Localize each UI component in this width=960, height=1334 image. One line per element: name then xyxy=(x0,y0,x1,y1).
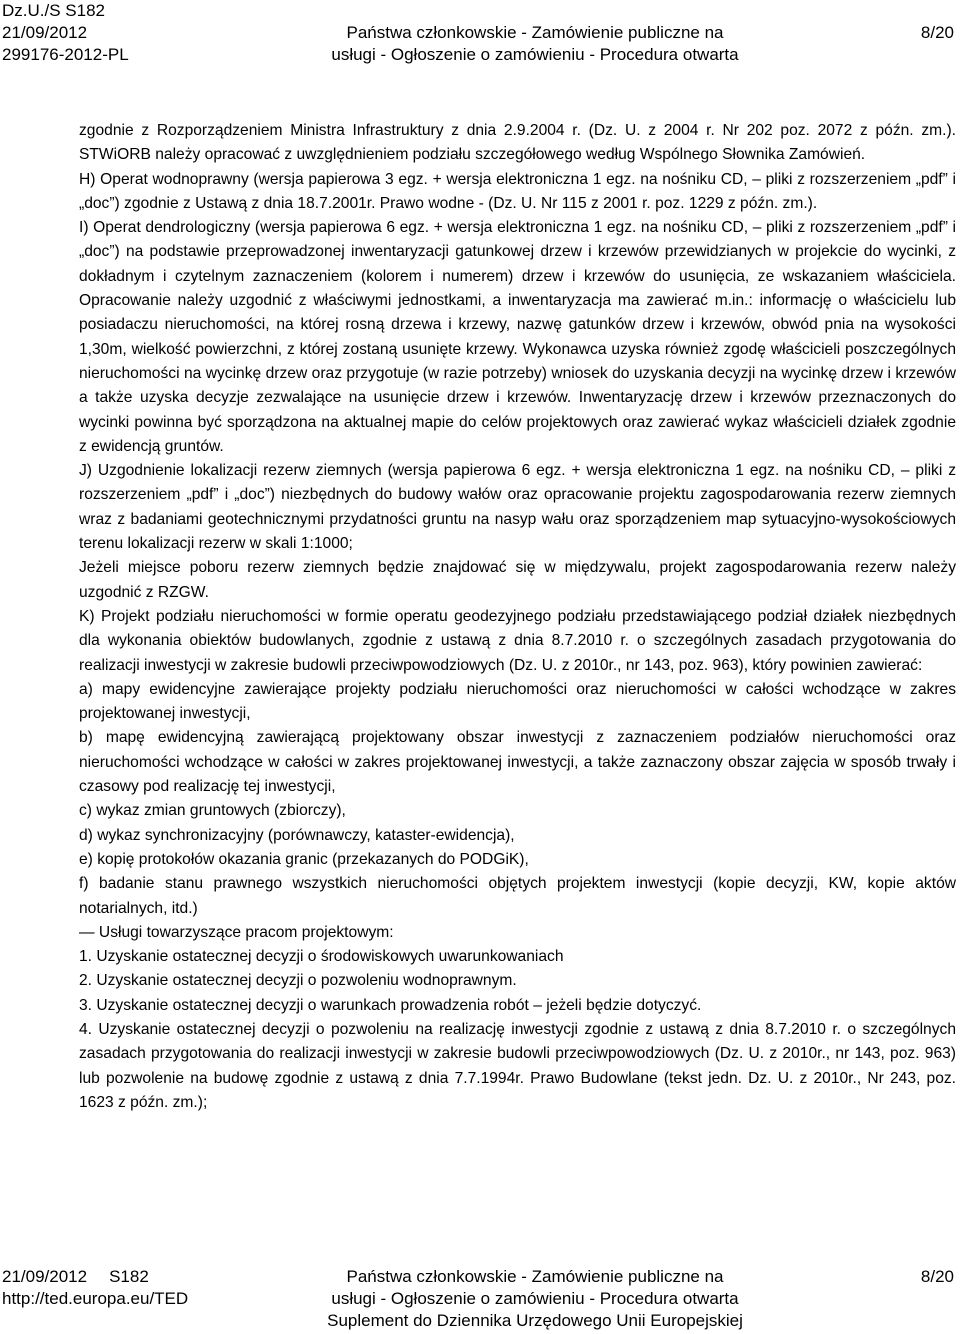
header-page-number: 8/20 xyxy=(920,23,954,42)
footer-series: S182 xyxy=(109,1267,149,1286)
header-title-line-2: usługi - Ogłoszenie o zamówieniu - Procedura otwarta xyxy=(331,45,739,64)
paragraph: a) mapy ewidencyjne zawierające projekty podziału nieruchomości oraz nieruchomości w całości wchodzące w zakres projektowanej inwestycji, xyxy=(79,680,956,723)
paragraph: b) mapę ewidencyjną zawierającą projektowany obszar inwestycji z zaznaczeniem podziałów nieruchomości oraz nieruchomości wchodzące w całości w zakres projektowanej inwestycji, a także zaznaczony obszar zajęcia w sposób trwały i czasowy pod realizację tej inwestycji, xyxy=(79,729,956,796)
footer-title-line-2: usługi - Ogłoszenie o zamówieniu - Procedura otwarta xyxy=(331,1289,739,1308)
footer-title-line-1: Państwa członkowskie - Zamówienie publiczne na xyxy=(346,1267,724,1286)
header-left xyxy=(2,0,129,66)
paragraph: I) Operat dendrologiczny (wersja papierowa 6 egz. + wersja elektroniczna 1 egz. na nośniku CD, – pliki z rozszerzeniem „pdf” i „doc”) na podstawie przeprowadzonej inwentaryzacji gatunkowej drzew i krzewów przewidzianych w projekcie do wycinki, z dokładnym i czytelnym zaznaczeniem (kolorem i numerem) drzew i krzewów do usunięcia, ze wskazaniem właściciela. Opracowanie należy uzgodnić z właściwymi jednostkami, a inwentaryzacja ma zawierać m.in.: informację o właścicielu lub posiadaczu nieruchomości, na której rosną drzewa i krzewy, nazwę gatunków drzew i krzewów, obwód pnia na wysokości 1,30m, wielkość powierzchni, z której zostaną usunięte krzewy. Wykonawca uzyska również zgodę właścicieli poszczególnych nieruchomości na wycinkę drzew oraz przygotuje (w razie potrzeby) wniosek do uzyskania decyzji na wycinkę drzew i krzewów a także uzyska decyzje zezwalające na usunięcie drzew i krzewów. Inwentaryzację drzew i krzewów przeznaczonych do wycinki powinna być sporządzona na aktualnej mapie do celów projektowych oraz zawierać wykaz właścicieli działek zgodnie z ewidencją gruntów. xyxy=(79,219,956,455)
journal-ref: Dz.U./S S182 xyxy=(2,1,105,20)
footer-date-row xyxy=(2,1266,188,1288)
paragraph: J) Uzgodnienie lokalizacji rezerw ziemnych (wersja papierowa 6 egz. + wersja elektroniczna 1 egz. na nośniku CD, – pliki z rozszerzeniem „pdf” i „doc”) niezbędnych do budowy wałów oraz opracowanie projektu zagospodarowania rezerw ziemnych wraz z badaniami geotechnicznymi przydatności gruntu na nasyp wału oraz sporządzeniem map sytuacyjno-wysokościowych terenu lokalizacji rezerw w skali 1:1000; xyxy=(79,462,956,553)
footer-page-number: 8/20 xyxy=(920,1267,954,1286)
paragraph: — Usługi towarzyszące pracom projektowym: xyxy=(79,923,394,941)
header-title-line-1: Państwa członkowskie - Zamówienie publiczne na xyxy=(346,23,724,42)
paragraph: H) Operat wodnoprawny (wersja papierowa 3 egz. + wersja elektroniczna 1 egz. na nośniku CD, – pliki z rozszerzeniem „pdf” i „doc”) zgodnie z Ustawą z dnia 18.7.2001r. Prawo wodne - (Dz. U. Nr 115 z 2001 r. poz. 1229 z późn. zm.). xyxy=(79,170,956,212)
paragraph: zgodnie z Rozporządzeniem Ministra Infrastruktury z dnia 2.9.2004 r. (Dz. U. z 2004 r. Nr 202 poz. 2072 z późn. zm.). STWiORB należy opracować z uwzględnieniem podziału szczegółowego według Wspólnego Słownika Zamówień. xyxy=(79,122,956,164)
paragraph: 3. Uzyskanie ostatecznej decyzji o warunkach prowadzenia robót – jeżeli będzie dotyczyć. xyxy=(79,996,702,1014)
paragraph: 4. Uzyskanie ostatecznej decyzji o pozwoleniu na realizację inwestycji zgodnie z ustawą z dnia 8.7.2010 r. o szczególnych zasadach przygotowania do realizacji inwestycji w zakresie budowli przeciwpowodziowych (Dz. U. z 2010r., nr 143, poz. 963) lub pozwolenie na budowę zgodnie z ustawą z dnia 7.7.1994r. Prawo Budowlane (tekst jedn. Dz. U. z 2010r., Nr 243, poz. 1623 z późn. zm.); xyxy=(79,1020,956,1111)
footer-center xyxy=(300,1266,770,1332)
paragraph: d) wykaz synchronizacyjny (porównawczy, kataster-ewidencja), xyxy=(79,826,515,844)
paragraph: 2. Uzyskanie ostatecznej decyzji o pozwoleniu wodnoprawnym. xyxy=(79,972,517,990)
paragraph: c) wykaz zmian gruntowych (zbiorczy), xyxy=(79,802,346,820)
header-date: 21/09/2012 xyxy=(2,23,88,42)
footer-supplement: Suplement do Dziennika Urzędowego Unii Europejskiej xyxy=(327,1311,743,1330)
notice-number: 299176-2012-PL xyxy=(2,45,129,64)
footer-date: 21/09/2012 xyxy=(2,1267,88,1286)
paragraph: e) kopię protokołów okazania granic (przekazanych do PODGiK), xyxy=(79,850,529,868)
paragraph: K) Projekt podziału nieruchomości w formie operatu geodezyjnego podziału przedstawiającego podział działek niezbędnych dla wykonania obiektów budowlanych, zgodnie z ustawą z dnia 8.7.2010 r. o szczególnych zasadach przygotowania do realizacji inwestycji w zakresie budowli przeciwpowodziowych (Dz. U. z 2010r., nr 143, poz. 963), który powinien zawierać: xyxy=(79,607,956,674)
paragraph: Jeżeli miejsce poboru rezerw ziemnych będzie znajdować się w międzywalu, projekt zagospodarowania rezerw należy uzgodnić z RZGW. xyxy=(79,559,956,601)
footer-url: http://ted.europa.eu/TED xyxy=(2,1289,189,1308)
footer-left xyxy=(2,1266,188,1310)
header-center xyxy=(300,22,770,66)
document-body xyxy=(79,119,956,1115)
paragraph: 1. Uzyskanie ostatecznej decyzji o środowiskowych uwarunkowaniach xyxy=(79,948,564,966)
paragraph: f) badanie stanu prawnego wszystkich nieruchomości objętych projektem inwestycji (kopie decyzji, KW, kopie aktów notarialnych, itd.) xyxy=(79,875,956,917)
